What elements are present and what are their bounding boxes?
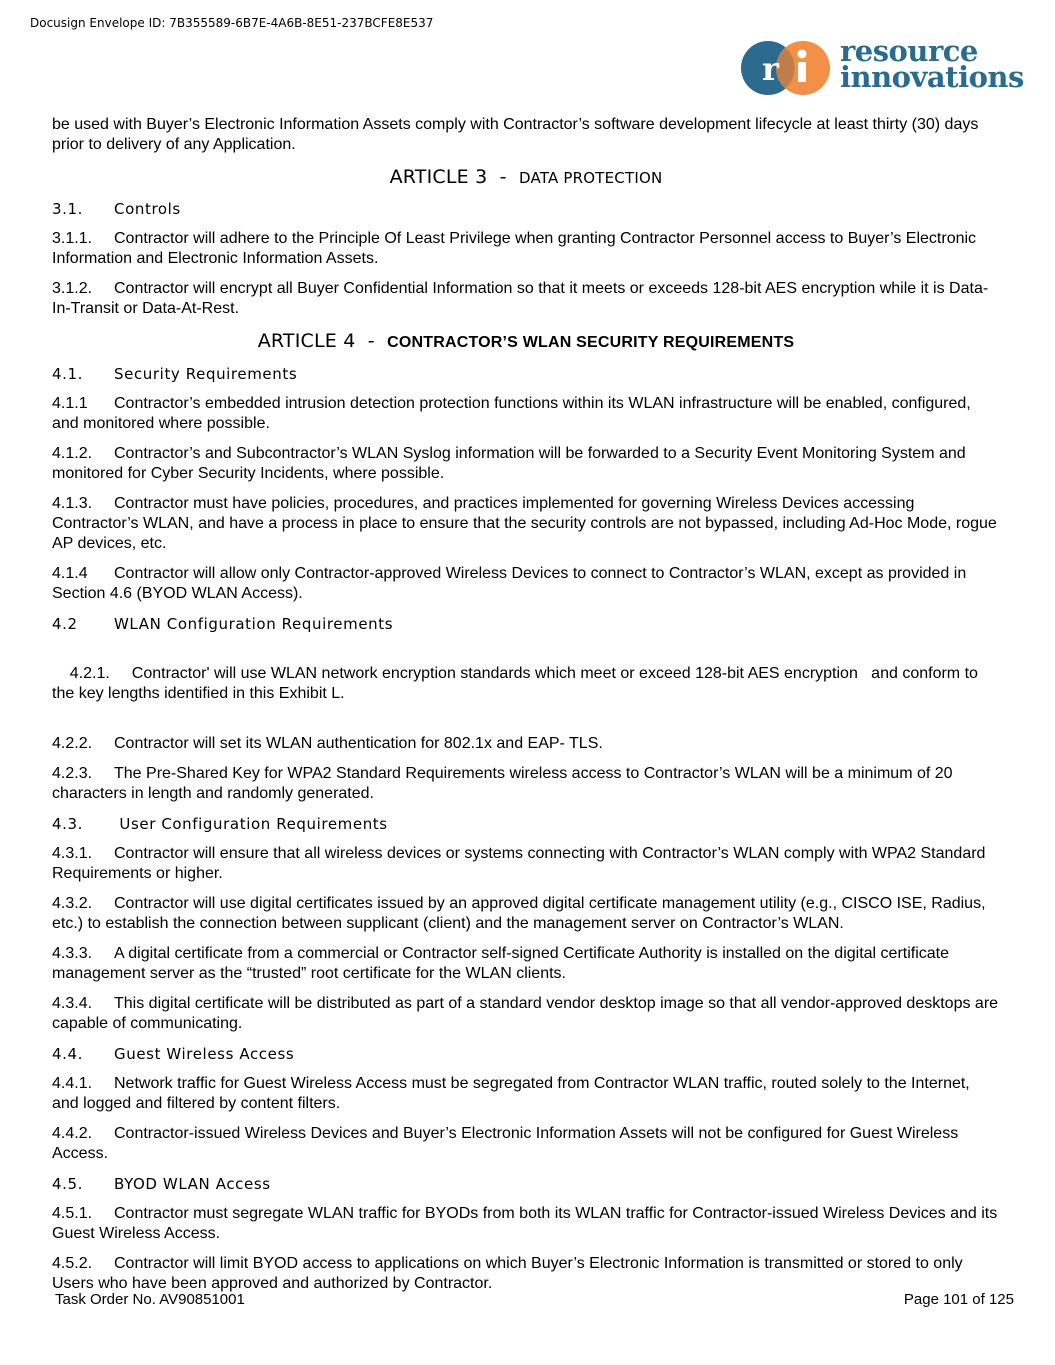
section-3-1-heading: 3.1. Controls	[52, 200, 181, 218]
clause-4-1-2: 4.1.2. Contractor’s and Subcontractor’s WLAN Syslog information will be forwarded to a Security Event Monitoring System and monitored for Cyber Security Incidents, where possible.	[52, 445, 966, 482]
article-3-dash: -	[499, 166, 507, 188]
clause-3-1-2: 3.1.2. Contractor will encrypt all Buyer Confidential Information so that it meets or exceeds 128-bit AES encryption while it is Data-In-Transit or Data-At-Rest.	[52, 280, 989, 317]
section-4-4-heading: 4.4. Guest Wireless Access	[52, 1045, 295, 1063]
article-3-title: DATA PROTECTION	[518, 169, 663, 187]
clause-4-2-1: 4.2.1. Contractor' will use WLAN network encryption standards which meet or exceed 128-bit AES encryption and conform to the key lengths identified in this Exhibit L.	[52, 665, 983, 702]
article-4-label: ARTICLE 4	[257, 330, 356, 352]
clause-3-1-1: 3.1.1. Contractor will adhere to the Principle Of Least Privilege when granting Contractor Personnel access to Buyer’s Electronic Information and Electronic Information Assets.	[52, 230, 977, 267]
task-order-number: Task Order No. AV90851001	[55, 1291, 245, 1308]
section-4-3-heading: 4.3. User Configuration Requirements	[52, 815, 388, 833]
clause-4-4-1: 4.4.1. Network traffic for Guest Wireless Access must be segregated from Contractor WLAN traffic, routed solely to the Internet, and logged and filtered by content filters.	[52, 1075, 970, 1112]
clause-4-4-2: 4.4.2. Contractor-issued Wireless Devices and Buyer’s Electronic Information Assets will not be configured for Guest Wireless Access.	[52, 1125, 959, 1162]
article-4-dash: -	[367, 330, 375, 352]
resource-innovations-logo	[740, 34, 1024, 96]
logo-wordmark	[840, 34, 1024, 94]
clause-4-2-2: 4.2.2. Contractor will set its WLAN authentication for 802.1x and EAP- TLS.	[52, 735, 603, 752]
clause-4-1-1: 4.1.1 Contractor’s embedded intrusion detection protection functions within its WLAN infrastructure will be enabled, configured, and monitored where possible.	[52, 395, 971, 432]
clause-4-1-4: 4.1.4 Contractor will allow only Contractor-approved Wireless Devices to connect to Contractor’s WLAN, except as provided in Section 4.6 (BYOD WLAN Access).	[52, 565, 967, 602]
clause-4-3-4: 4.3.4. This digital certificate will be distributed as part of a standard vendor desktop image so that all vendor-approved desktops are capable of communicating.	[52, 995, 999, 1032]
document-body	[52, 115, 1000, 1304]
article-3-heading	[52, 165, 1000, 190]
section-4-5-heading: 4.5. BYOD WLAN Access	[52, 1175, 271, 1193]
ri-logo-mark-icon	[740, 40, 836, 96]
article-3-label: ARTICLE 3	[389, 166, 488, 188]
section-4-2-heading: 4.2 WLAN Configuration Requirements	[52, 615, 394, 633]
logo-line-2: innovations	[840, 60, 1024, 94]
clause-4-5-1: 4.5.1. Contractor must segregate WLAN traffic for BYODs from both its WLAN traffic for Contractor-issued Wireless Devices and its Guest Wireless Access.	[52, 1205, 998, 1242]
page-number: Page 101 of 125	[903, 1291, 1014, 1308]
clause-4-1-3: 4.1.3. Contractor must have policies, procedures, and practices implemented for governing Wireless Devices accessing Contractor’s WLAN, and have a process in place to ensure that the security controls are not bypassed, including Ad-Hoc Mode, rogue AP devices, etc.	[52, 495, 997, 552]
article-4-title: CONTRACTOR’S WLAN SECURITY REQUIREMENTS	[387, 334, 795, 351]
clause-4-3-3: 4.3.3. A digital certificate from a commercial or Contractor self-signed Certificate Authority is installed on the digital certificate management server as the “trusted” root certificate for the WLAN clients.	[52, 945, 950, 982]
clause-4-5-2: 4.5.2. Contractor will limit BYOD access to applications on which Buyer’s Electronic Information is transmitted or stored to only Users who have been approved and authorized by Contractor.	[52, 1255, 963, 1292]
article-4-heading	[52, 329, 1000, 355]
clause-4-3-1: 4.3.1. Contractor will ensure that all wireless devices or systems connecting with Contractor’s WLAN comply with WPA2 Standard Requirements or higher.	[52, 845, 986, 882]
docusign-envelope-id: Docusign Envelope ID: 7B355589-6B7E-4A6B-8E51-237BCFE8E537	[30, 16, 434, 30]
intro-paragraph: be used with Buyer’s Electronic Information Assets comply with Contractor’s software development lifecycle at least thirty (30) days prior to delivery of any Application.	[52, 116, 979, 153]
clause-4-2-3: 4.2.3. The Pre-Shared Key for WPA2 Standard Requirements wireless access to Contractor’s WLAN will be a minimum of 20 characters in length and randomly generated.	[52, 765, 953, 802]
svg-text:r: r	[762, 50, 779, 88]
clause-4-3-2: 4.3.2. Contractor will use digital certificates issued by an approved digital certificate management utility (e.g., CISCO ISE, Radius, etc.) to establish the connection between supplicant (client) and the management server on Contractor’s WLAN.	[52, 895, 986, 932]
section-4-1-heading: 4.1. Security Requirements	[52, 365, 298, 383]
logo-line-1: resource	[840, 34, 978, 68]
